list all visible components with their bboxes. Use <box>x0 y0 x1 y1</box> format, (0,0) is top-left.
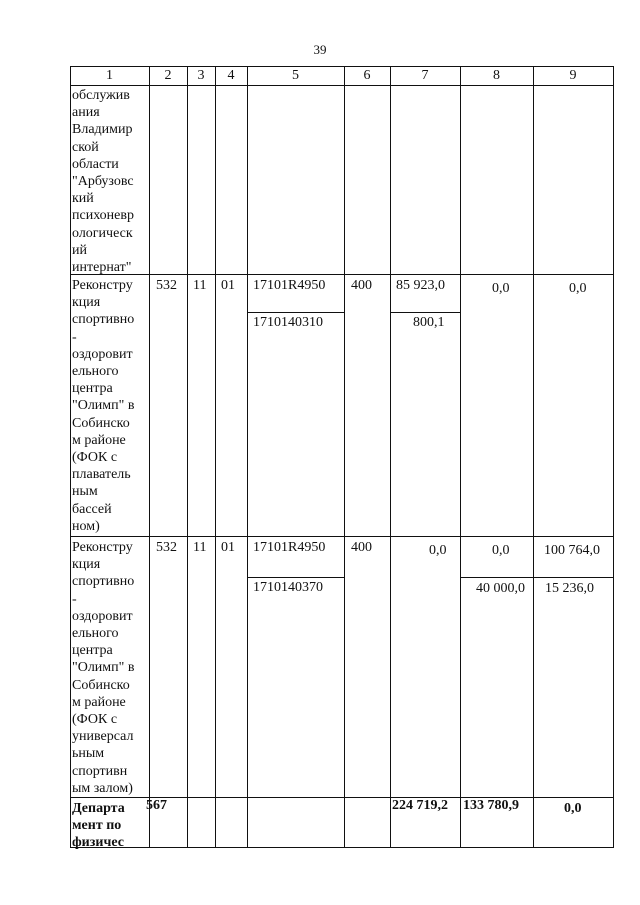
cell-amount-7: 800,1 <box>413 315 445 330</box>
grid-line <box>344 66 345 848</box>
grid-line <box>460 66 461 848</box>
grid-line <box>70 847 614 848</box>
grid-line <box>247 66 248 848</box>
row-name-cell: обслужив ания Владимир ской области "Арбузовс кий психоневр ологическ ий интернат" <box>72 88 134 276</box>
grid-line <box>247 577 345 578</box>
grid-line <box>390 66 391 848</box>
row-name-cell: Департа мент по физичес <box>72 801 125 851</box>
header-cell: 2 <box>164 68 172 83</box>
header-cell: 7 <box>421 68 429 83</box>
header-cell: 6 <box>363 68 371 83</box>
header-cell: 4 <box>227 68 235 83</box>
cell-section: 11 <box>193 278 207 293</box>
cell-amount-9: 0,0 <box>564 801 582 816</box>
cell-expense-type: 400 <box>351 278 372 293</box>
grid-line <box>70 536 614 537</box>
grid-line <box>247 312 345 313</box>
cell-amount-7: 85 923,0 <box>396 278 445 293</box>
cell-amount-9: 0,0 <box>569 281 587 296</box>
cell-amount-8: 0,0 <box>492 281 510 296</box>
cell-subsection: 01 <box>221 278 235 293</box>
cell-amount-7: 0,0 <box>429 543 447 558</box>
cell-ministry-code: 532 <box>156 540 177 555</box>
grid-line <box>613 66 614 848</box>
header-cell: 3 <box>197 68 205 83</box>
cell-ministry-code: 532 <box>156 278 177 293</box>
cell-section: 11 <box>193 540 207 555</box>
grid-line <box>390 312 461 313</box>
cell-ministry-code: 567 <box>146 798 167 813</box>
cell-amount-8: 40 000,0 <box>476 581 525 596</box>
grid-line <box>70 274 614 275</box>
header-cell: 5 <box>292 68 299 83</box>
cell-target-code: 1710140370 <box>253 580 323 595</box>
cell-expense-type: 400 <box>351 540 372 555</box>
grid-line <box>533 66 534 848</box>
cell-amount-7: 224 719,2 <box>392 798 448 813</box>
cell-amount-8: 0,0 <box>492 543 510 558</box>
cell-target-code: 1710140310 <box>253 315 323 330</box>
cell-amount-9: 100 764,0 <box>544 543 600 558</box>
header-cell: 9 <box>569 68 577 83</box>
row-name-cell: Реконстру кция спортивно - оздоровит ельного центра "Олимп" в Собинско м районе (ФОК с плаватель ным бассей ном) <box>72 278 135 534</box>
grid-line <box>215 66 216 848</box>
header-cell: 8 <box>493 68 500 83</box>
grid-line <box>70 85 614 86</box>
cell-subsection: 01 <box>221 540 235 555</box>
grid-line <box>70 66 71 848</box>
header-cell: 1 <box>106 68 113 83</box>
row-name-cell: Реконстру кция спортивно - оздоровит ельного центра "Олимп" в Собинско м районе (ФОК с универсал ьным спортивн ым залом) <box>72 540 135 796</box>
cell-amount-9: 15 236,0 <box>545 581 594 596</box>
cell-target-code: 17101R4950 <box>253 278 326 293</box>
page-number: 39 <box>313 42 327 57</box>
grid-line <box>460 577 614 578</box>
grid-line <box>187 66 188 848</box>
grid-line <box>149 66 150 848</box>
cell-amount-8: 133 780,9 <box>463 798 519 813</box>
cell-target-code: 17101R4950 <box>253 540 326 555</box>
